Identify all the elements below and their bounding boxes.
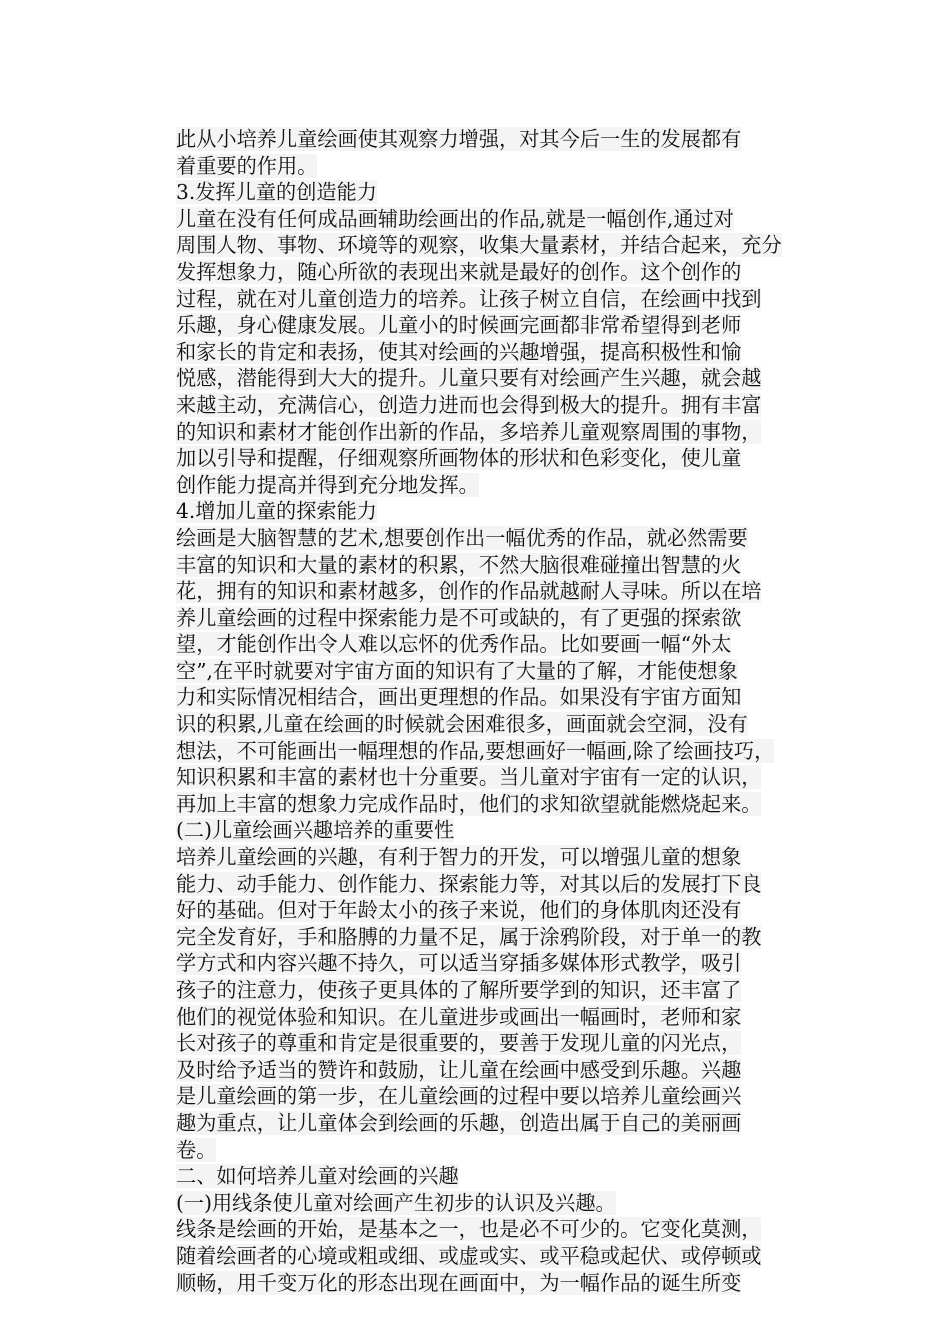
text-line-content: 过程，就在对儿童创造力的培养。让孩子树立自信，在绘画中找到 <box>176 286 762 311</box>
text-line <box>176 1163 836 1190</box>
text-line-content: 二、如何培养儿童对绘画的兴趣 <box>176 1164 459 1189</box>
text-line-content: 3.发挥儿童的创造能力 <box>176 180 377 205</box>
text-line <box>176 1137 836 1164</box>
text-line-content: 着重要的作用。 <box>176 153 318 178</box>
text-line <box>176 684 836 711</box>
text-line-content: 此从小培养儿童绘画使其观察力增强，对其今后一生的发展都有 <box>176 127 742 151</box>
text-line <box>176 924 836 951</box>
text-line-content: 加以引导和提醒，仔细观察所画物体的形状和色彩变化，使儿童 <box>176 446 742 471</box>
text-line <box>176 738 836 765</box>
text-line <box>176 1110 836 1137</box>
text-line <box>176 1057 836 1084</box>
text-line-content: 好的基础。但对于年龄太小的孩子来说，他们的身体肌肉还没有 <box>176 898 742 923</box>
text-line <box>176 711 836 738</box>
text-line <box>176 552 836 579</box>
text-line-content: 4.增加儿童的探索能力 <box>176 499 377 524</box>
text-line <box>176 472 836 499</box>
text-line-content: 空”,在平时就要对宇宙方面的知识有了大量的了解，才能使想象 <box>176 658 738 683</box>
text-line-content: (一)用线条使儿童对绘画产生初步的认识及兴趣。 <box>176 1190 616 1215</box>
text-line <box>176 1083 836 1110</box>
text-line <box>176 259 836 286</box>
text-line <box>176 206 836 233</box>
text-line-content: 学方式和内容兴趣不持久，可以适当穿插多媒体形式教学，吸引 <box>176 951 742 976</box>
text-line <box>176 1270 836 1297</box>
text-line <box>176 578 836 605</box>
text-line <box>176 631 836 658</box>
text-line-content: 儿童在没有任何成品画辅助绘画出的作品,就是一幅创作,通过对 <box>176 206 734 231</box>
text-line-content: 顺畅，用千变万化的形态出现在画面中，为一幅作品的诞生所变 <box>176 1270 742 1295</box>
text-line-content: 和家长的肯定和表扬，使其对绘画的兴趣增强，提高积极性和愉 <box>176 339 742 364</box>
text-line <box>176 286 836 313</box>
text-line-content: 发挥想象力，随心所欲的表现出来就是最好的创作。这个创作的 <box>176 259 742 284</box>
text-line-content: 及时给予适当的赞许和鼓励，让儿童在绘画中感受到乐趣。兴趣 <box>176 1057 742 1082</box>
text-line <box>176 126 836 153</box>
text-line-content: 随着绘画者的心境或粗或细、或虚或实、或平稳或起伏、或停顿或 <box>176 1243 762 1268</box>
text-line-content: 乐趣，身心健康发展。儿童小的时候画完画都非常希望得到老师 <box>176 313 742 338</box>
text-line-content: 能力、动手能力、创作能力、探索能力等，对其以后的发展打下良 <box>176 871 762 896</box>
text-line-content: 是儿童绘画的第一步，在儿童绘画的过程中要以培养儿童绘画兴 <box>176 1084 742 1109</box>
text-line <box>176 312 836 339</box>
text-line-content: 长对孩子的尊重和肯定是很重要的，要善于发现儿童的闪光点， <box>176 1031 742 1056</box>
text-line <box>176 844 836 871</box>
text-line-content: 力和实际情况相结合，画出更理想的作品。如果没有宇宙方面知 <box>176 685 742 710</box>
text-line <box>176 977 836 1004</box>
text-line <box>176 153 836 180</box>
text-line-content: 望，才能创作出令人难以忘怀的优秀作品。比如要画一幅“外太 <box>176 632 732 657</box>
text-line <box>176 871 836 898</box>
text-line-content: 知识积累和丰富的素材也十分重要。当儿童对宇宙有一定的认识， <box>176 765 762 790</box>
text-line-content: 完全发育好，手和胳膊的力量不足，属于涂鸦阶段，对于单一的教 <box>176 924 762 949</box>
text-line-content: 孩子的注意力，使孩子更具体的了解所要学到的知识，还丰富了 <box>176 978 742 1002</box>
text-line-content: 周围人物、事物、环境等的观察，收集大量素材，并结合起来，充分 <box>176 233 782 258</box>
text-line-content: 想法，不可能画出一幅理想的作品,要想画好一幅画,除了绘画技巧， <box>176 738 775 763</box>
text-line <box>176 658 836 685</box>
text-line <box>176 605 836 632</box>
text-line <box>176 419 836 446</box>
text-line <box>176 764 836 791</box>
text-line <box>176 498 836 525</box>
text-line <box>176 897 836 924</box>
text-line <box>176 1004 836 1031</box>
text-line <box>176 179 836 206</box>
text-line-content: (二)儿童绘画兴趣培养的重要性 <box>176 818 455 843</box>
text-line-content: 培养儿童绘画的兴趣，有利于智力的开发，可以增强儿童的想象 <box>176 845 742 870</box>
text-line-content: 悦感，潜能得到大大的提升。儿童只要有对绘画产生兴趣，就会越 <box>176 366 762 391</box>
text-line-content: 识的积累,儿童在绘画的时候就会困难很多，画面就会空洞，没有 <box>176 712 748 737</box>
text-line-content: 来越主动，充满信心，创造力进而也会得到极大的提升。拥有丰富 <box>176 392 762 417</box>
text-line <box>176 1190 836 1217</box>
text-line <box>176 232 836 259</box>
text-line <box>176 950 836 977</box>
text-line <box>176 1030 836 1057</box>
text-line-content: 的知识和素材才能创作出新的作品，多培养儿童观察周围的事物， <box>176 419 762 444</box>
text-line-content: 卷。 <box>176 1137 217 1162</box>
text-line-content: 养儿童绘画的过程中探索能力是不可或缺的，有了更强的探索欲 <box>176 605 742 630</box>
text-line <box>176 365 836 392</box>
text-line <box>176 791 836 818</box>
text-line <box>176 445 836 472</box>
text-line-content: 创作能力提高并得到充分地发挥。 <box>176 472 479 497</box>
text-line-content: 趣为重点，让儿童体会到绘画的乐趣，创造出属于自己的美丽画 <box>176 1110 742 1135</box>
text-line <box>176 1216 836 1243</box>
text-line-content: 他们的视觉体验和知识。在儿童进步或画出一幅画时，老师和家 <box>176 1004 742 1029</box>
text-line <box>176 817 836 844</box>
text-line-content: 线条是绘画的开始，是基本之一，也是必不可少的。它变化莫测， <box>176 1217 762 1242</box>
text-line <box>176 1243 836 1270</box>
text-line-content: 花，拥有的知识和素材越多，创作的作品就越耐人寻味。所以在培 <box>176 579 762 604</box>
text-line <box>176 339 836 366</box>
text-line-content: 再加上丰富的想象力完成作品时，他们的求知欲望就能燃烧起来。 <box>176 791 762 816</box>
document-body <box>176 126 836 1296</box>
text-line-content: 丰富的知识和大量的素材的积累，不然大脑很难碰撞出智慧的火 <box>176 552 742 577</box>
text-line <box>176 392 836 419</box>
text-line-content: 绘画是大脑智慧的艺术,想要创作出一幅优秀的作品，就必然需要 <box>176 525 748 550</box>
text-line <box>176 525 836 552</box>
